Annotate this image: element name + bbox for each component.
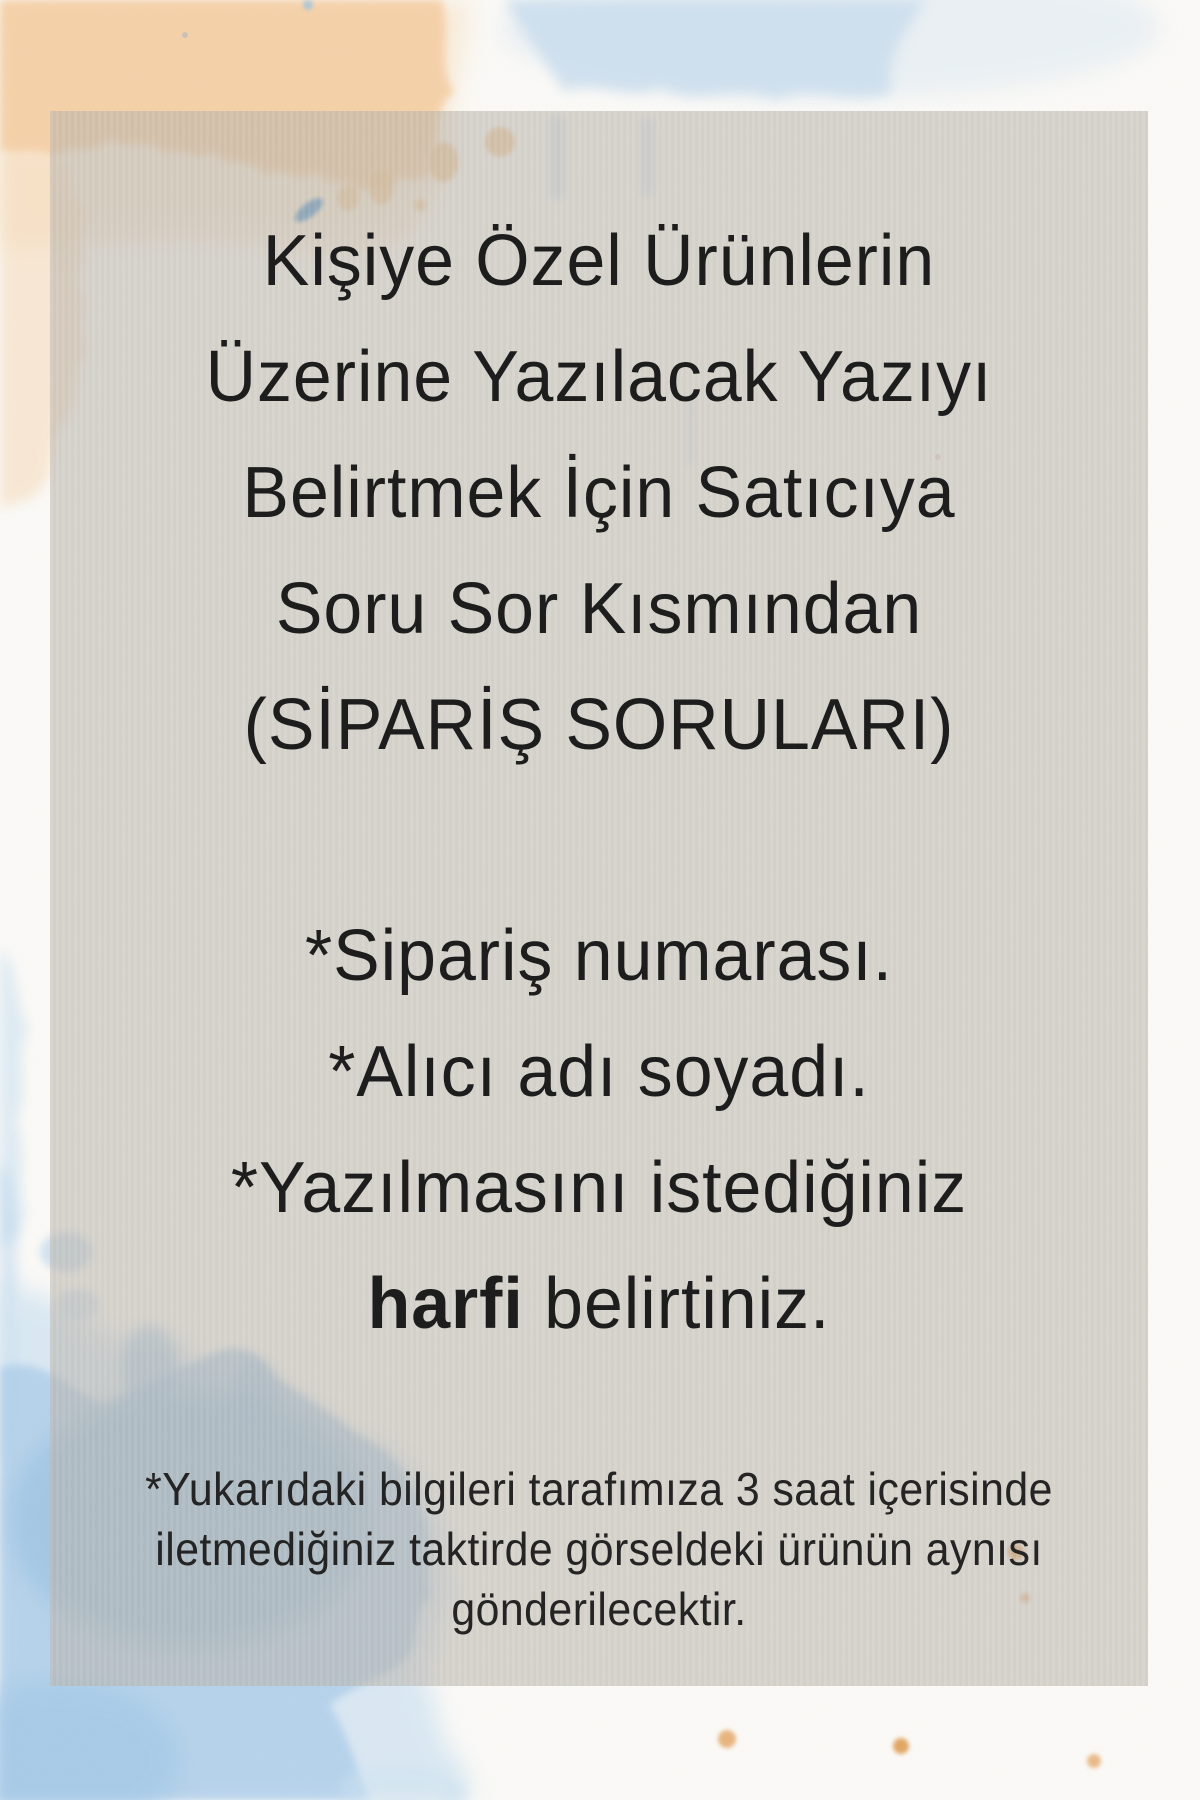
title-line-order-questions: (SİPARİŞ SORULARI) xyxy=(243,685,955,765)
footnote xyxy=(88,1459,1109,1639)
title-line: Soru Sor Kısmından xyxy=(275,569,923,649)
title-line: Üzerine Yazılacak Yazıyı xyxy=(205,337,993,417)
requirement-line-emphasis xyxy=(66,1246,1131,1362)
footnote-line: iletmediğiniz taktirde görseldeki ürünün aynısı xyxy=(155,1523,1043,1575)
requirement-line-desired-text: *Yazılmasını istediğiniz xyxy=(230,1148,968,1228)
emphasis-word: harfi xyxy=(367,1264,524,1344)
order-requirements xyxy=(66,898,1131,1362)
footnote-line: gönderilecektir. xyxy=(451,1583,747,1635)
requirement-line-recipient-name: *Alıcı adı soyadı. xyxy=(328,1032,870,1112)
footnote-line: *Yukarıdaki bilgileri tarafımıza 3 saat içerisinde xyxy=(145,1463,1053,1515)
notice-title xyxy=(66,203,1131,783)
emphasis-rest: belirtiniz. xyxy=(523,1264,831,1344)
requirement-line-order-number: *Sipariş numarası. xyxy=(304,916,894,996)
title-line: Kişiye Özel Ürünlerin xyxy=(262,221,936,301)
title-line: Belirtmek İçin Satıcıya xyxy=(242,453,956,533)
